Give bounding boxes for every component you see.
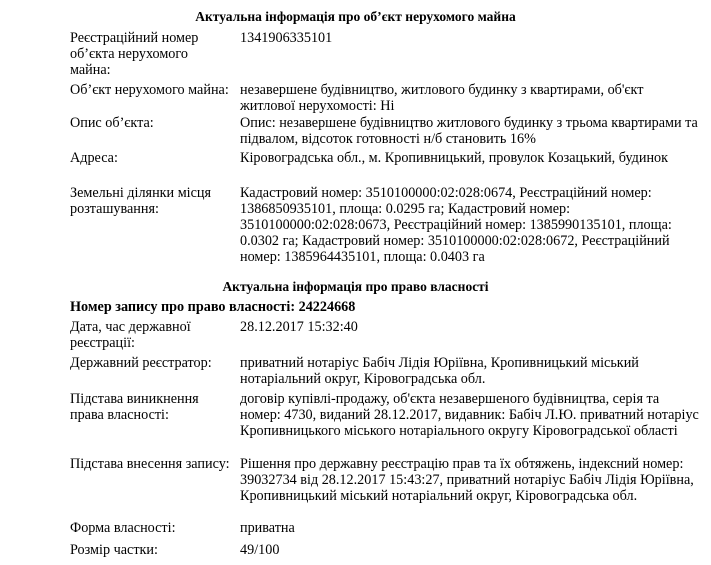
row-value: незавершене будівництво, житлового будинку з квартирами, об'єкт житлової нерухомості: Ні (240, 82, 644, 114)
row-label: Форма власності: (70, 520, 176, 536)
row-value: 28.12.2017 15:32:40 (240, 319, 358, 335)
row-value: 1341906335101 (240, 30, 333, 46)
row-label: Підстава внесення запису: (70, 456, 230, 472)
row-label: Земельні ділянки місця розташування: (70, 185, 212, 217)
row-label: Опис об’єкта: (70, 115, 154, 131)
row-value: Кіровоградська обл., м. Кропивницький, провулок Козацький, будинок (240, 150, 669, 166)
row-value: 49/100 (240, 542, 280, 558)
row-label: Підстава виникнення права власності: (70, 391, 199, 423)
row-label: Розмір частки: (70, 542, 158, 558)
row-label: Державний реєстратор: (70, 355, 212, 371)
row-label: Реєстраційний номер об’єкта нерухомого майна: (70, 30, 199, 78)
row-value: Кадастровий номер: 3510100000:02:028:0674, Реєстраційний номер: 1386850935101, площа: 0.0295 га; Кадастровий номер: 3510100000:02:028:0673, Реєстраційний номер: 1385990135101, площа: 0.0302 га; Кадастровий номер: 3510100000:02:028:0672, Реєстраційний номер: 1385964435101, площа: 0.0403 га (240, 185, 672, 265)
row-label: Дата, час державної реєстрації: (70, 319, 191, 351)
row-label: Адреса: (70, 150, 118, 166)
row-label: Об’єкт нерухомого майна: (70, 82, 229, 98)
row-value: Опис: незавершене будівництво житлового будинку з трьома квартирами та підвалом, відсоток готовності н/б становить 16% (240, 115, 698, 147)
row-value: договір купівлі-продажу, об'єкта незавершеного будівництва, серія та номер: 4730, виданий 28.12.2017, видавник: Бабіч Л.Ю. приватний нотаріус Кропивницького міського нотаріального округу Кіровоградської області (240, 391, 699, 439)
row-value: Рішення про державну реєстрацію прав та їх обтяжень, індексний номер: 39032734 від 28.12.2017 15:43:27, приватний нотаріус Бабіч Лідія Юріївна, Кропивницький міський нотаріальний округ, Кіровоградська обл. (240, 456, 694, 504)
row-value: приватний нотаріус Бабіч Лідія Юріївна, Кропивницький міський нотаріальний округ, Кіровоградська обл. (240, 355, 639, 387)
ownership-record-number: Номер запису про право власності: 24224668 (70, 299, 356, 315)
row-value: приватна (240, 520, 295, 536)
ownership-section-title: Актуальна інформація про право власності (222, 279, 489, 294)
property-section-title: Актуальна інформація про об’єкт нерухомого майна (195, 9, 516, 24)
